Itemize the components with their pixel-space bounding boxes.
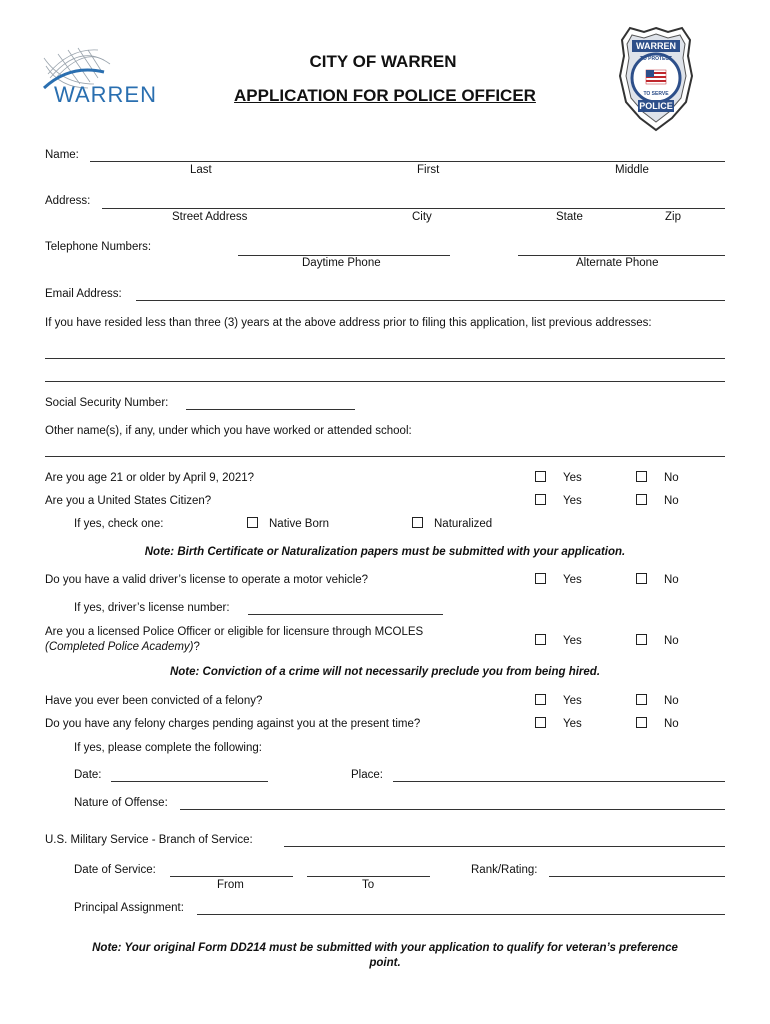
- service-date-label: Date of Service:: [74, 864, 156, 876]
- city-title: CITY OF WARREN: [309, 52, 457, 71]
- name-field[interactable]: [90, 161, 725, 162]
- rank-field[interactable]: [549, 876, 725, 877]
- name-label: Name:: [45, 149, 79, 161]
- badge-top-text: WARREN: [636, 41, 676, 51]
- assignment-label: Principal Assignment:: [74, 902, 184, 914]
- address-sub-zip: Zip: [665, 211, 681, 223]
- police-yes-checkbox[interactable]: [535, 634, 546, 645]
- badge-motto-top: TO PROTECT: [639, 56, 673, 62]
- form-title: APPLICATION FOR POLICE OFFICER: [234, 86, 536, 105]
- offense-date-label: Date:: [74, 769, 102, 781]
- felony-no-checkbox[interactable]: [636, 694, 647, 705]
- service-to-field[interactable]: [307, 876, 430, 877]
- police-question-mark: ?: [193, 641, 200, 653]
- alternate-phone-field[interactable]: [518, 255, 725, 256]
- email-field[interactable]: [136, 300, 725, 301]
- citizen-question: Are you a United States Citizen?: [45, 495, 212, 507]
- name-sub-first: First: [417, 164, 440, 176]
- assignment-field[interactable]: [197, 914, 725, 915]
- badge-motto-bottom: TO SERVE: [643, 91, 669, 97]
- offense-nature-field[interactable]: [180, 809, 725, 810]
- felony-yes-label: Yes: [563, 695, 582, 707]
- address-field[interactable]: [102, 208, 725, 209]
- service-from-field[interactable]: [170, 876, 293, 877]
- address-label: Address:: [45, 195, 91, 207]
- native-born-checkbox[interactable]: [247, 517, 258, 528]
- license-yes-label: Yes: [563, 574, 582, 586]
- police-badge: [618, 26, 694, 132]
- logo-text: WARREN: [54, 82, 157, 107]
- felony-yes-checkbox[interactable]: [535, 694, 546, 705]
- citizen-check-label: If yes, check one:: [74, 518, 164, 530]
- phone-sub-alternate: Alternate Phone: [576, 257, 659, 269]
- police-question-italic: (Completed Police Academy): [45, 641, 194, 653]
- note-dd214-line1: Note: Your original Form DD214 must be submitted with your application to qualify for veteran’s preference: [92, 942, 678, 954]
- service-from-sub: From: [217, 879, 244, 891]
- offense-date-field[interactable]: [111, 781, 268, 782]
- ssn-label: Social Security Number:: [45, 397, 169, 409]
- pending-no-label: No: [664, 718, 679, 730]
- police-no-checkbox[interactable]: [636, 634, 647, 645]
- offense-place-field[interactable]: [393, 781, 725, 782]
- daytime-phone-field[interactable]: [238, 255, 450, 256]
- address-sub-street: Street Address: [172, 211, 248, 223]
- note-dd214-line2: point.: [369, 957, 401, 969]
- phone-sub-daytime: Daytime Phone: [302, 257, 381, 269]
- phone-label: Telephone Numbers:: [45, 241, 152, 253]
- address-sub-state: State: [556, 211, 583, 223]
- prev-address-label: If you have resided less than three (3) years at the above address prior to filing this application, list previous addresses:: [45, 317, 652, 329]
- pending-no-checkbox[interactable]: [636, 717, 647, 728]
- if-yes-complete-label: If yes, please complete the following:: [74, 742, 262, 754]
- felony-no-label: No: [664, 695, 679, 707]
- police-yes-label: Yes: [563, 635, 582, 647]
- citizen-yes-label: Yes: [563, 495, 582, 507]
- pending-yes-label: Yes: [563, 718, 582, 730]
- prev-address-line-2[interactable]: [45, 381, 725, 382]
- rank-label: Rank/Rating:: [471, 864, 538, 876]
- felony-question: Have you ever been convicted of a felony?: [45, 695, 263, 707]
- license-number-label: If yes, driver’s license number:: [74, 602, 230, 614]
- age-yes-label: Yes: [563, 472, 582, 484]
- license-yes-checkbox[interactable]: [535, 573, 546, 584]
- note-conviction: Note: Conviction of a crime will not necessarily preclude you from being hired.: [169, 666, 601, 678]
- citizen-yes-checkbox[interactable]: [535, 494, 546, 505]
- military-branch-label: U.S. Military Service - Branch of Service:: [45, 834, 253, 846]
- service-to-sub: To: [362, 879, 375, 891]
- ssn-field[interactable]: [186, 409, 355, 410]
- citizen-no-label: No: [664, 495, 679, 507]
- name-sub-last: Last: [190, 164, 212, 176]
- native-born-label: Native Born: [269, 518, 330, 530]
- address-sub-city: City: [412, 211, 432, 223]
- age-no-label: No: [664, 472, 679, 484]
- citizen-no-checkbox[interactable]: [636, 494, 647, 505]
- email-label: Email Address:: [45, 288, 122, 300]
- offense-nature-label: Nature of Offense:: [74, 797, 168, 809]
- license-question: Do you have a valid driver’s license to operate a motor vehicle?: [45, 574, 369, 586]
- police-question-line2: [45, 641, 200, 653]
- prev-address-line-1[interactable]: [45, 358, 725, 359]
- pending-question: Do you have any felony charges pending against you at the present time?: [45, 718, 421, 730]
- license-number-field[interactable]: [248, 614, 443, 615]
- other-names-field[interactable]: [45, 456, 725, 457]
- name-sub-middle: Middle: [615, 164, 649, 176]
- age-yes-checkbox[interactable]: [535, 471, 546, 482]
- naturalized-checkbox[interactable]: [412, 517, 423, 528]
- age-no-checkbox[interactable]: [636, 471, 647, 482]
- license-no-label: No: [664, 574, 679, 586]
- note-birth-certificate: Note: Birth Certificate or Naturalization papers must be submitted with your application.: [144, 546, 626, 558]
- badge-bottom-text: POLICE: [639, 101, 673, 111]
- other-names-label: Other name(s), if any, under which you have worked or attended school:: [45, 425, 412, 437]
- naturalized-label: Naturalized: [434, 518, 493, 530]
- license-no-checkbox[interactable]: [636, 573, 647, 584]
- pending-yes-checkbox[interactable]: [535, 717, 546, 728]
- offense-place-label: Place:: [351, 769, 383, 781]
- military-branch-field[interactable]: [284, 846, 725, 847]
- police-no-label: No: [664, 635, 679, 647]
- age-question: Are you age 21 or older by April 9, 2021?: [45, 472, 255, 484]
- police-question-line1: Are you a licensed Police Officer or eligible for licensure through MCOLES: [45, 626, 424, 638]
